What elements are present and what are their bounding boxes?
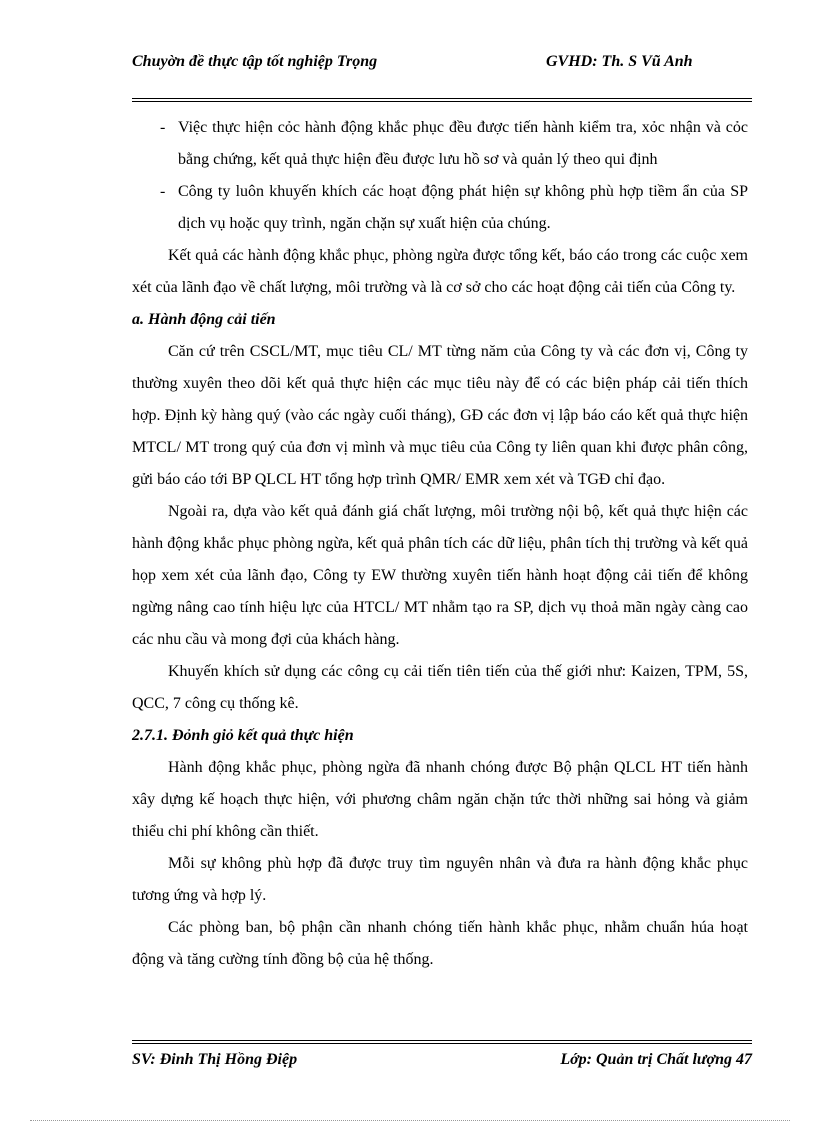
bullet-item: [132, 176, 748, 240]
footer-student: SV: Đinh Thị Hồng Điệp: [132, 1051, 298, 1068]
paragraph: Mỗi sự không phù hợp đã được truy tìm nguyên nhân và đưa ra hành động khắc phục tương ứng và hợp lý.: [132, 855, 748, 904]
paragraph: Các phòng ban, bộ phận cần nhanh chóng tiến hành khắc phục, nhằm chuẩn húa hoạt động và tăng cường tính đồng bộ của hệ thống.: [132, 919, 748, 968]
page-bottom-border: [30, 1120, 790, 1121]
paragraph: Kết quả các hành động khắc phục, phòng ngừa được tổng kết, báo cáo trong các cuộc xem xét của lãnh đạo về chất lượng, môi trường và là cơ sở cho các hoạt động cải tiến của Công ty.: [132, 247, 748, 296]
header-rule: [132, 98, 752, 102]
paragraph: Khuyến khích sử dụng các công cụ cải tiến tiên tiến của thế giới như: Kaizen, TPM, 5S, QCC, 7 công cụ thống kê.: [132, 663, 748, 712]
paragraph: Căn cứ trên CSCL/MT, mục tiêu CL/ MT từng năm của Công ty và các đơn vị, Công ty thường xuyên theo dõi kết quả thực hiện các mục tiêu này để có các biện pháp cải tiến thích hợp. Định kỳ hàng quý (vào các ngày cuối tháng), GĐ các đơn vị lập báo cáo kết quả thực hiện MTCL/ MT trong quý của đơn vị mình và mục tiêu của Công ty liên quan khi được phân công, gửi báo cáo tới BP QLCL HT tổng hợp trình QMR/ EMR xem xét và TGĐ chỉ đạo.: [132, 343, 748, 488]
paragraph: Hành động khắc phục, phòng ngừa đã nhanh chóng được Bộ phận QLCL HT tiến hành xây dựng kế hoạch thực hiện, với phương châm ngăn chặn tức thời những sai hỏng và giảm thiểu chi phí không cần thiết.: [132, 759, 748, 840]
section-heading-a: a. Hành động cải tiến: [132, 311, 276, 328]
paragraph: Ngoài ra, dựa vào kết quả đánh giá chất lượng, môi trường nội bộ, kết quả thực hiện các hành động khắc phục phòng ngừa, kết quả phân tích các dữ liệu, phân tích thị trường và kết quả họp xem xét của lãnh đạo, Công ty EW thường xuyên tiến hành hoạt động cải tiến để không ngừng nâng cao tính hiệu lực của HTCL/ MT nhằm tạo ra SP, dịch vụ thoả mãn ngày càng cao các nhu cầu và mong đợi của khách hàng.: [132, 503, 748, 648]
bullet-item: [132, 112, 748, 176]
document-body: [132, 112, 748, 976]
bullet-dash: -: [160, 183, 166, 200]
footer-class: Lớp: Quản trị Chất lượng 47: [560, 1051, 752, 1068]
bullet-text: Công ty luôn khuyến khích các hoạt động phát hiện sự không phù hợp tiềm ẩn của SP dịch vụ hoặc quy trình, ngăn chặn sự xuất hiện của chúng.: [178, 183, 748, 232]
footer-rule: [132, 1040, 752, 1044]
bullet-dash: -: [160, 119, 166, 136]
bullet-text: Việc thực hiện cỏc hành động khắc phục đều được tiến hành kiểm tra, xỏc nhận và cỏc bằng chứng, kết quả thực hiện đều được lưu hồ sơ và quản lý theo qui định: [178, 119, 748, 168]
section-heading-2-7-1: 2.7.1. Đỏnh giỏ kết quả thực hiện: [132, 727, 354, 744]
header-title: Chuyờn đề thực tập tốt nghiệp Trọng: [132, 53, 378, 70]
header-supervisor: GVHD: Th. S Vũ Anh: [546, 53, 693, 70]
